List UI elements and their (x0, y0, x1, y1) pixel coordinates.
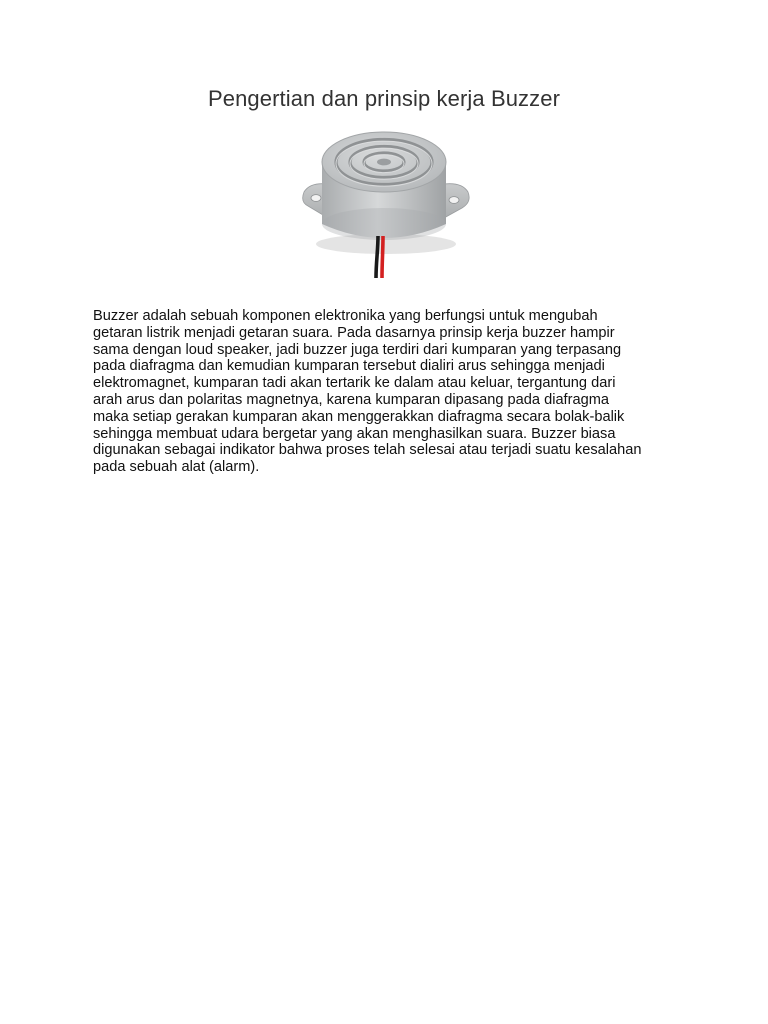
grille-center (377, 159, 391, 166)
wire-red (382, 236, 383, 278)
buzzer-illustration (294, 122, 474, 278)
page-title: Pengertian dan prinsip kerja Buzzer (207, 86, 561, 111)
body-paragraph: Buzzer adalah sebuah komponen elektronika yang berfungsi untuk mengubah getaran listrik menjadi getaran suara. Pada dasarnya prinsip kerja buzzer hampir sama dengan loud speaker, jadi buzzer juga terdiri dari kumparan yang terpasang pada diafragma dan kemudian kumparan tersebut dialiri arus sehingga menjadi elektromagnet, kumparan tadi akan tertarik ke dalam atau keluar, tergantung dari arah arus dan polaritas magnetnya, karena kumparan dipasang pada diafragma maka setiap gerakan kumparan akan menggerakkan diafragma secara bolak-balik sehingga membuat udara bergetar yang akan menghasilkan suara. Buzzer biasa digunakan sebagai indikator bahwa proses telah selesai atau terjadi suatu kesalahan pada sebuah alat (alarm). (93, 308, 642, 476)
mounting-hole-left (311, 195, 321, 202)
buzzer-image (294, 122, 474, 278)
mounting-hole-right (449, 197, 459, 204)
wire-black (376, 236, 378, 278)
